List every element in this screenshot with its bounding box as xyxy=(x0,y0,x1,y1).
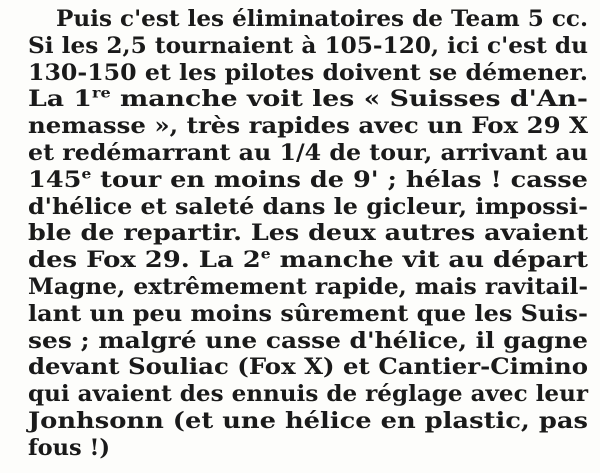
ordinal-superscript: e xyxy=(260,246,271,263)
text-segment: des Fox 29. La 2 xyxy=(28,247,261,274)
text-line: ses ; malgré une casse d'hélice, il gagne xyxy=(28,327,588,354)
text-line: ble de repartir. Les deux autres avaient xyxy=(28,220,588,247)
text-line: lant un peu moins sûrement que les Suis- xyxy=(28,300,588,327)
text-line: qui avaient des ennuis de réglage avec leur xyxy=(28,381,588,408)
text-line: devant Souliac (Fox X) et Cantier-Cimino xyxy=(28,354,588,381)
ordinal-superscript: re xyxy=(91,85,111,102)
text-segment: manche vit au départ xyxy=(270,247,588,274)
text-line xyxy=(28,167,600,194)
text-line: Si les 2,5 tournaient à 105-120, ici c'est du xyxy=(28,32,588,59)
ordinal-superscript: e xyxy=(81,166,92,183)
text-line: Puis c'est les éliminatoires de Team 5 cc. xyxy=(56,6,588,32)
text-line xyxy=(28,247,600,274)
text-segment: 145 xyxy=(28,166,82,193)
text-segment: La 1 xyxy=(28,86,92,113)
text-segment: manche voit les « Suisses d'An- xyxy=(110,86,589,113)
text-line: fous !) xyxy=(28,434,111,461)
text-line: 130-150 et les pilotes doivent se démener. xyxy=(28,59,588,86)
text-line: et redémarrant au 1/4 de tour, arrivant au xyxy=(28,139,588,166)
text-line: d'hélice et saleté dans le gicleur, impossi- xyxy=(28,193,588,220)
text-line: nemasse », très rapides avec un Fox 29 X xyxy=(28,113,588,140)
text-column xyxy=(28,6,588,462)
text-line: Jonhsonn (et une hélice en plastic, pas xyxy=(28,407,588,434)
text-line xyxy=(28,86,600,113)
text-line: Magne, extrêmement rapide, mais ravitail- xyxy=(28,273,588,300)
text-segment: tour en moins de 9' ; hélas ! casse xyxy=(91,166,589,193)
